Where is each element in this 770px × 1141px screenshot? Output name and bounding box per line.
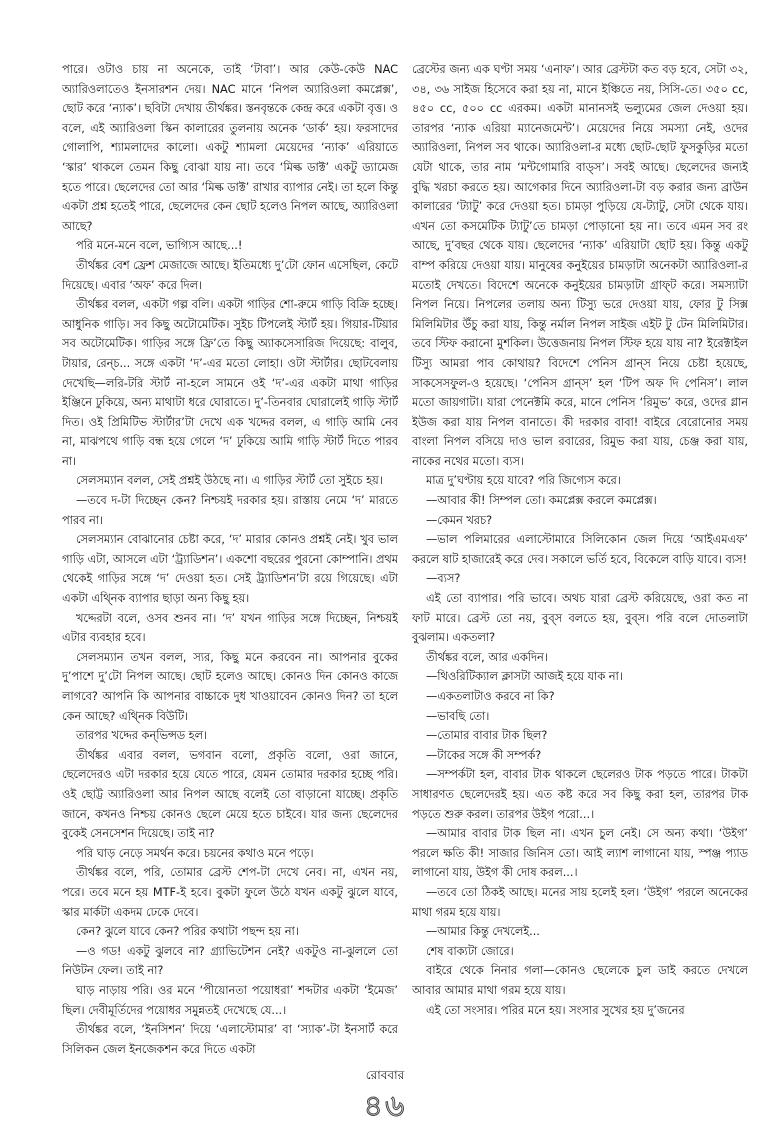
paragraph: সেলসম্যান তখন বলল, স্যর, কিছু মনে করবেন না। আপনার বুকের দু’পাশে দু’টো নিপল আছে। ছোট হলেও আছে। কোনও দিন কোনও কাজে লাগবে? আপনি কি আপনার বাচ্চাকে দুধ খাওয়াবেন কোনও দিন? তা হলে কেন আছে? এথ্নিক বিউটি। bbox=[62, 650, 398, 723]
paragraph: সেলসম্যান বলল, সেই প্রশ্নই উঠছে না। এ গাড়ির স্টার্ট তো সুইচে হয়। bbox=[76, 474, 383, 488]
paragraph: পরি মনে-মনে বলে, ভাগ্যিস আছে...! bbox=[76, 239, 243, 253]
paragraph: কেন? ঝুলে যাবে কেন? পরির কথাটা পছন্দ হয় না। bbox=[76, 925, 299, 939]
paragraph: তীর্থঙ্কর এবার বলল, ভগবান বলো, প্রকৃতি বলো, ওরা জানে, ছেলেদেরও এটা দরকার হয়ে যেতে পারে, যেমন তোমার দরকার হচ্ছে পরি। ওই ছোট্ট অ্যারিওলা আর নিপল আছে বলেই তো বাড়ানো যাচ্ছে। প্রকৃতি জানে, কখনও নিশ্চয় কোনও ছেলে মেয়ে হতে চাইবে। যার জন্য ছেলেদের বুকেই সেনসেশন দিয়েছে। তাই না? bbox=[62, 748, 398, 841]
paragraph: তীর্থঙ্কর বলে, ‘ইনসিশন’ দিয়ে ‘এলাস্টোমার’ বা ‘স্যাক’-টা ইনসার্ট করে সিলিকন জেল ইনজেকশন করে দিতে একটা bbox=[62, 1023, 398, 1056]
magazine-name: রোববার bbox=[365, 1068, 405, 1082]
paragraph: —কেমন খরচ? bbox=[426, 513, 493, 527]
paragraph: তীর্থঙ্কর বলল, একটা গল্প বলি। একটা গাড়ির শো-রুমে গাড়ি বিক্রি হচ্ছে। আধুনিক গাড়ি। সব কিছু অটোমেটিক। সুইচ টিপলেই স্টার্ট হয়। গিয়ার-টিয়ার সব অটোমেটিক। গাড়ির সঙ্গে ফ্রি’তে কিছু অ্যাকসেসারিজ দিয়েছে: বালুব, টায়ার, রেন্চ... সঙ্গে একটা ‘দ’-এর মতো লোহা। ওটা স্টার্টার। ছোটবেলায় দেখেছি—লরি-টরি স্টার্ট না-হলে সামনে ওই ‘দ’-এর একটা মাথা গাড়ির ইঞ্জিনে ঢুকিয়ে, অন্য মাথাটা ধরে ঘোরাতে। দু’-তিনবার ঘোরালেই গাড়ি স্টার্ট দিত। ওই প্রিমিটিভ স্টার্টার’টা দেখে এক খদ্দের বলল, এ গাড়ি আমি নেব না, মাঝপথে গাড়ি বন্ধ হয়ে গেলে ‘দ’ ঢুকিয়ে আমি গাড়ি স্টার্ট দিতে পারব না। bbox=[62, 298, 398, 468]
paragraph: —ভাল পলিমারের এলাস্টোমারে সিলিকোন জেল দিয়ে ‘আইএমএফ’ করলে ষাট হাজারেই করে দেব। সকালে ভর্তি হবে, বিকেলে বাড়ি যাবে। ব্যস! bbox=[412, 533, 748, 566]
paragraph: —আমার কিন্তু দেখলেই... bbox=[426, 925, 540, 939]
paragraph: —একতলাটাও করবে না কি? bbox=[426, 690, 555, 703]
paragraph: পরি ঘাড় নেড়ে সমর্থন করে। চয়নের কথাও মনে পড়ে। bbox=[76, 846, 314, 860]
paragraph: —ব্যস? bbox=[426, 572, 461, 586]
article-column-left bbox=[62, 60, 398, 1065]
paragraph: ব্রেস্টের জন্য এক ঘণ্টা সময় ‘এনাফ’। আর ব্রেস্টটা কত বড় হবে, সেটা ৩২, ৩৪, ৩৬ সাইজ হিসেবে করা হয় না, মানে ইঞ্চিতে নয়, সিসি-তে। ৩৫০ cc, ৪৫০ cc, ৫০০ cc এরকম। একটা মানানসই ভল্যুমের জেল দেওয়া হয়। তারপর ‘ন্যাক এরিয়া ম্যানেজমেন্ট’। মেয়েদের নিয়ে সমস্যা নেই, ওদের অ্যারিওলা, নিপল সব থাকে। অ্যারিওলা-র মধ্যে ছোট-ছোট ফুসকুড়ির মতো যেটা থাকে, তার নাম ‘মন্টগোমারি বাড্‌স’। সবই আছে। ছেলেদের জন্যই বুদ্ধি খরচা করতে হয়। আগেকার দিনে অ্যারিওলা-টা বড় করার জন্য ব্রাউন কালারের ‘ট্যাটু’ করে দেওয়া হত। চামড়া পুড়িয়ে যে-ট্যাটু, সেটা থেকে যায়। এখন তো কসমেটিক ট্যাটু’তে চামড়া পোড়ানো হয় না। তবে এমন সব রং আছে, দু’বছর থেকে যায়। ছেলেদের ‘ন্যাক’ এরিয়াটা ছোট হয়। কিন্তু একটু বাম্প করিয়ে দেওয়া যায়। মানুষের কনুইয়ের চামড়াটা অনেকটা অ্যারিওলা-র মতোই দেখতে। বিদেশে অনেকে কনুইয়ের চামড়াটা গ্রাফ্‌ট করে। সমস্যাটা নিপল নিয়ে। নিপলের তলায় অন্য টিস্যু ভরে দেওয়া যায়, ফোর টু সিক্স মিলিমিটার উঁচু করা যায়, কিন্তু নর্মাল নিপল সাইজ এইট টু টেন মিলিমিটার। তবে স্টিফ করানো মুশকিল। উত্তেজনায় নিপল স্টিফ হয়ে যায় না? ইরেক্টাইল টিস্যু আমরা পাব কোথায়? বিদেশে পেনিস গ্রান্‌স নিয়ে চেষ্টা হয়েছে, সাকসেসফুল-ও হয়েছে। ‘পেনিস গ্রান্‌স’ হল ‘টিপ অফ দি পেনিস’। লাল মতো জায়গাটা। যারা পেনেক্টমি করে, মানে পেনিস ‘রিমুভ’ করে, ওদের গ্লান ইউজ করা যায় নিপল বানাতে। কী দরকার বাবা! বাইরে বেরোনোর সময় বাংলা নিপল বসিয়ে দাও ভাল রবারের, রিমুভ করা যায়, চেঞ্জ করা যায়, নাকের নথের মতো। ব্যস। bbox=[412, 63, 748, 468]
paragraph: তীর্থঙ্কর বলে, পরি, তোমার ব্রেস্ট শেপ-টা দেখে নেব। না, এখন নয়, পরে। তবে মনে হয় MTF-ই হবে। বুকটা ফুলে উঠে যখন একটু ঝুলে যাবে, স্কার মার্কটা একদম ঢেকে দেবে। bbox=[62, 866, 398, 919]
paragraph: —আবার কী! সিম্পল তো। কমপ্লেক্স করলে কমপ্লেক্স। bbox=[426, 494, 657, 508]
article-column-right bbox=[412, 60, 748, 1065]
paragraph: এই তো সংসার। পরির মনে হয়। সংসার সুখের হয় দু’জনের bbox=[426, 1003, 685, 1017]
paragraph: পারে। ওটাও চায় না অনেকে, তাই ‘টাবা’। আর কেউ-কেউ NAC অ্যারিওলাতেও ইনসারশন দেয়। NAC মানে ‘নিপল অ্যারিওলা কমপ্লেক্স’, ছোট করে ‘ন্যাক’। ছবিটা দেখায় তীর্থঙ্কর। স্তনবৃন্তকে কেন্দ্র করে একটা বৃত্ত। ও বলে, এই অ্যারিওলা স্কিন কালারের তুলনায় অনেক ‘ডার্ক’ হয়। ফরসাদের গোলাপি, শ্যামলাদের কালো। একটু শ্যামলা মেয়েদের ‘ন্যাক’ এরিয়াতে ‘স্কার’ থাকলে তেমন কিছু বোঝা যায় না। তবে ‘মিল্ক ডাক্ট’ একটু ড্যামেজ হতে পারে। ছেলেদের তো আর ‘মিল্ক ডাক্ট’ রাখার ব্যাপার নেই। তা হলে কিন্তু একটা প্রশ্ন হতেই পারে, ছেলেদের কেন ছোট হলেও নিপল আছে, অ্যারিওলা আছে? bbox=[62, 63, 398, 233]
paragraph: তারপর খদ্দের কন্‌ভিন্সড হল। bbox=[76, 729, 208, 743]
paragraph: ঘাড় নাড়ায় পরি। ওর মনে ‘পীয়োনতা পয়োধরা’ শব্দটার একটা ‘ইমেজ’ ছিল। দেবীমূর্তিদের পয়োধর সমুন্নতই দেখেছে যে...। bbox=[62, 983, 398, 1017]
page-number: ৪৬ bbox=[363, 1089, 407, 1124]
paragraph: —তবে দ-টা দিচ্ছেন কেন? নিশ্চয়ই দরকার হয়। রাস্তায় নেমে ‘দ’ মারতে পারব না। bbox=[62, 494, 398, 527]
paragraph: সেলসম্যান বোঝানোর চেষ্টা করে, ‘দ’ মারার কোনও প্রশ্নই নেই। খুব ভাল গাড়ি এটা, আসলে এটা ‘ট্র্যাডিশন’। একশো বছরের পুরনো কোম্পানি। প্রথম থেকেই গাড়ির সঙ্গে ‘দ’ দেওয়া হত। সেই ট্র্যাডিশন’টা রয়ে গিয়েছে। এটা একটা এথ্নিক ব্যাপার ছাড়া অন্য কিছু হয়। bbox=[62, 533, 398, 606]
paragraph: —তোমার বাবার টাক ছিল? bbox=[426, 729, 548, 743]
paragraph: —আমার বাবার টাক ছিল না। এখন চুল নেই। সে অন্য কথা। ‘উইগ’ পরলে ক্ষতি কী! সাজার জিনিস তো। আই ল্যাশ লাগানো যায়, স্পঞ্জ প্যাড লাগানো যায়, উইগ কী দোষ করল...। bbox=[412, 827, 748, 880]
paragraph: —ও গড! একটু ঝুলবে না? গ্র্যাভিটেশন নেই? একটুও না-ঝুললে তো নিউটন ফেল। তাই না? bbox=[62, 944, 398, 978]
paragraph: মাত্র দু’ঘণ্টায় হয়ে যাবে? পরি জিগ্যেস করে। bbox=[426, 474, 621, 488]
paragraph: এই তো ব্যাপার। পরি ভাবে। অথচ যারা ব্রেস্ট করিয়েছে, ওরা কত না ফাট মারে। ব্রেস্ট তো নয়, বুব্‌স বলতে হয়, বুব্‌স। পরি বলে দোতলাটা বুঝলাম। একতলা? bbox=[412, 592, 748, 645]
paragraph: —সম্পর্কটা হল, বাবার টাক থাকলে ছেলেরও টাক পড়তে পারে। টাকটা সাধারণত ছেলেদেরই হয়। এত কষ্ট করে সব কিছু করা হল, তারপর টাক পড়তে শুরু করল। তারপর উইগ পরো...। bbox=[412, 768, 748, 821]
paragraph: তীর্থঙ্কর বলে, আর একদিন। bbox=[426, 650, 548, 664]
paragraph: শেষ বাক্যটা জোরে। bbox=[426, 944, 514, 958]
paragraph: তীর্থঙ্কর বেশ ফ্রেশ মেজাজে আছে। ইতিমধ্যে দু’টো ফোন এসেছিল, কেটে দিয়েছে। এবার ‘অফ’ করে দিল। bbox=[62, 258, 398, 292]
paragraph: —তবে তো ঠিকই আছে। মনের সায় হলেই হল। ‘উইগ’ পরলে অনেকের মাথা গরম হয়ে যায়। bbox=[412, 885, 748, 919]
paragraph: —টাকের সঙ্গে কী সম্পর্ক? bbox=[426, 748, 542, 762]
paragraph: —ভাবছি তো। bbox=[426, 709, 490, 723]
paragraph: বাইরে থেকে নিনার গলা—কোনও ছেলেকে চুল ডাই করতে দেখলে আবার আমার মাথা গরম হয়ে যায়। bbox=[412, 964, 748, 997]
paragraph: খদ্দেরটা বলে, ওসব শুনব না। ‘দ’ যখন গাড়ির সঙ্গে দিচ্ছেন, নিশ্চয়ই এটার ব্যবহার হবে। bbox=[62, 611, 398, 645]
paragraph: —থিওরিটিক্যাল ক্লাসটা আজই হয়ে যাক না। bbox=[426, 670, 623, 684]
